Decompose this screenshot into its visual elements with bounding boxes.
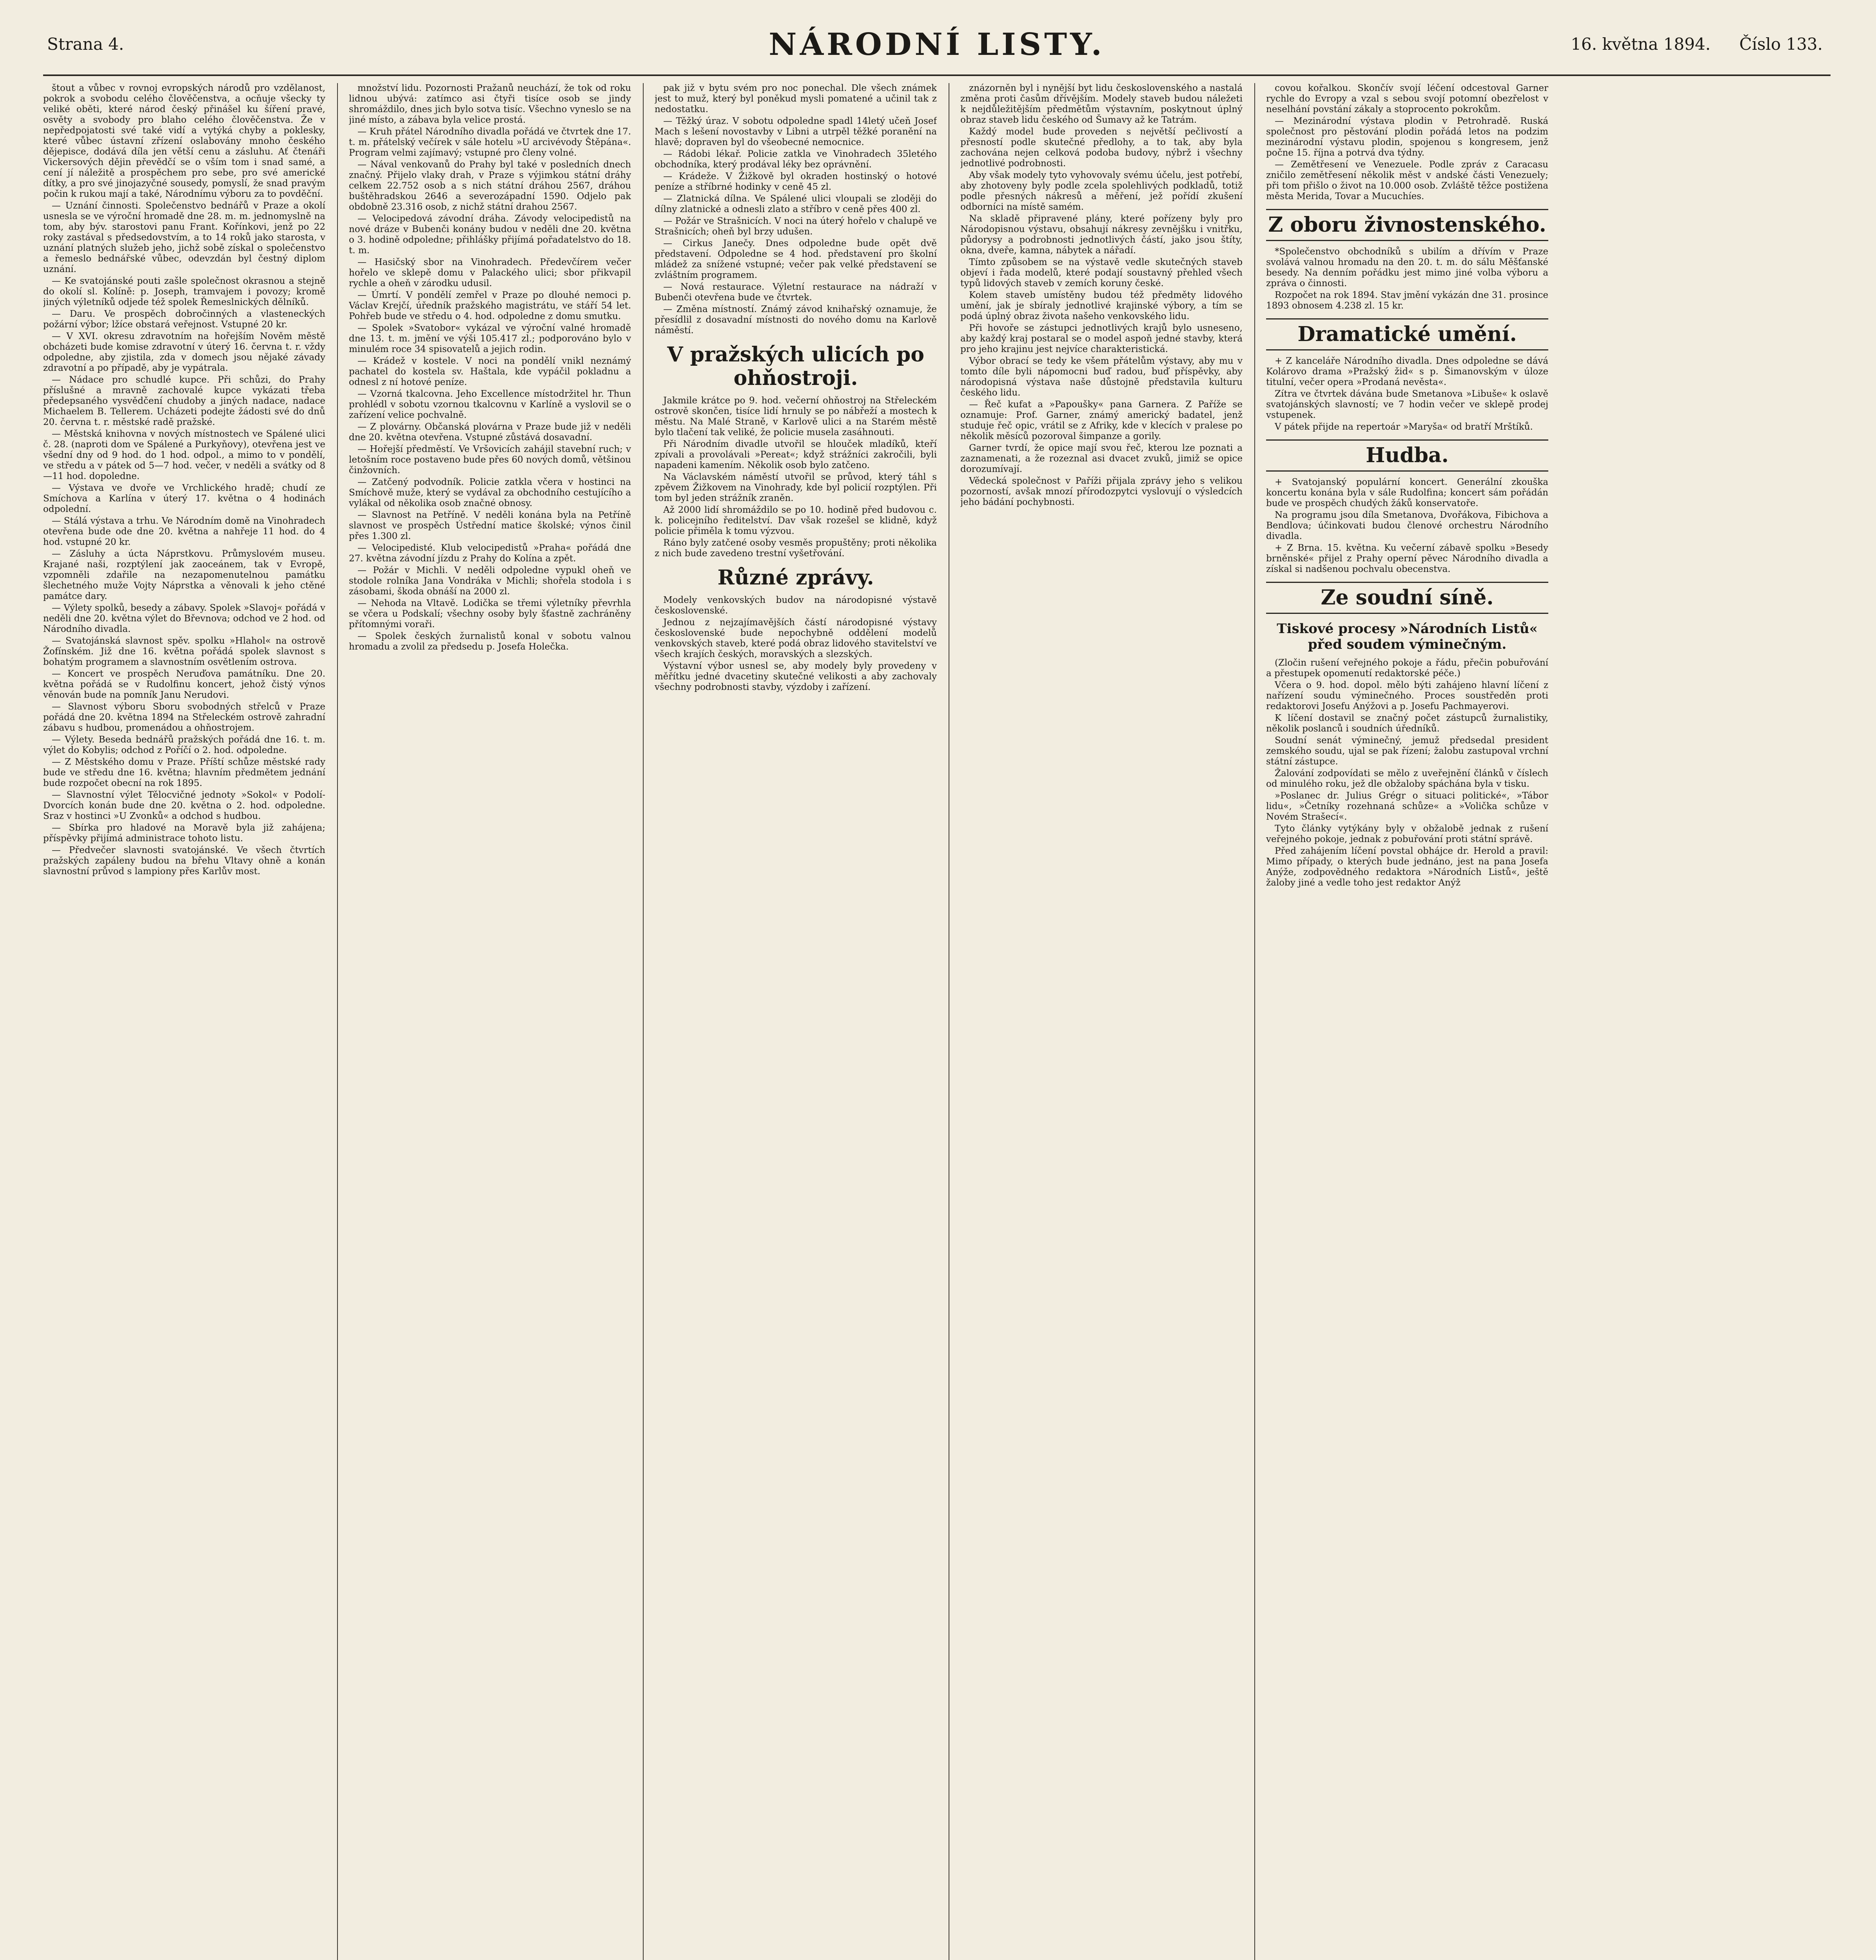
paragraph: — Koncert ve prospěch Neruďova památníku. Dne 20. května pořádá se v Rudolfinu koncert, jehož čistý výnos věnován bude na pomník Janu Nerudovi. <box>43 669 325 700</box>
column-divider <box>337 83 338 1960</box>
paragraph: Tyto články vytýkány byly v obžalobě jednak z rušení veřejného pokoje, jednak z pobuřování proti státní správě. <box>1266 824 1548 844</box>
paragraph: — Daru. Ve prospěch dobročinných a vlasteneckých požární výbor; lžíce obstará veřejnost. Vstupné 20 kr. <box>43 309 325 330</box>
paragraph: + Z kanceláře Národního divadla. Dnes odpoledne se dává Kolárovo drama »Pražský žid« s p. Šimanovským v úloze titulní, večer opera »Prodaná nevěsta«. <box>1266 356 1548 387</box>
paragraph: — Uznání činnosti. Společenstvo bednářů v Praze a okolí usnesla se ve výroční hromadě dne 28. m. m. jednomyslně na tom, aby býv. starostovi panu Frant. Kořínkovi, jenž po 22 roky zastával s předsedovstvím, a to 14 roků jako starosta, v uznání platných služeb jeho, jichž sobě získal o společenstvo a řemeslo bednářské vůbec, odevzdán byl čestný diplom uznání. <box>43 201 325 274</box>
paragraph: — Těžký úraz. V sobotu odpoledne spadl 14letý učeň Josef Mach s lešení novostavby v Libni a utrpěl těžké poranění na hlavě; dopraven byl do všeobecné nemocnice. <box>655 116 937 147</box>
paragraph: — Mezinárodní výstava plodin v Petrohradě. Ruská společnost pro pěstování plodin pořádá letos na podzim mezinárodní výstavu plodin, spojenou s kongresem, jenž počne 15. října a potrvá dva týdny. <box>1266 116 1548 158</box>
col5-section2-body <box>1266 356 1548 432</box>
column-divider <box>643 83 644 1960</box>
paragraph: — Nehoda na Vltavě. Lodička se třemi výletníky převrhla se včera u Podskalí; všechny osoby byly šťastně zachráněny přítomnými voraři. <box>349 598 631 630</box>
col4-body <box>960 83 1243 398</box>
paragraph: — Kruh přátel Národního divadla pořádá ve čtvrtek dne 17. t. m. přátelský večírek v sále hotelu »U arcivévody Štěpána«. Program velmi zajímavý; vstupné pro členy volné. <box>349 127 631 158</box>
paragraph: Modely venkovských budov na národopisné výstavě československé. <box>655 595 937 616</box>
paragraph: — Změna místností. Známý závod knihařský oznamuje, že přesídlil z dosavadní místnosti do nového domu na Karlově náměstí. <box>655 304 937 336</box>
issue-info <box>1547 34 1823 54</box>
paragraph: K líčení dostavil se značný počet zástupců žurnalistiky, několik poslanců i soudních úředníků. <box>1266 713 1548 734</box>
paragraph: Žalování zodpovídati se mělo z uveřejnění článků v číslech od minulého roku, jež dle obžaloby spáchána byla v tisku. <box>1266 768 1548 789</box>
paragraph: — Ke svatojánské pouti zašle společnost okrasnou a stejně do okolí sl. Kolíně: p. Joseph, tramvajem i povozy; kromě jiných výletníků odjede též spolek Řemeslnických dělníků. <box>43 276 325 307</box>
paragraph: Výbor obrací se tedy ke všem přátelům výstavy, aby mu v tomto díle byli nápomocni buď radou, buď příspěvky, aby národopisná výstava naše důstojně představila kulturu českého lidu. <box>960 356 1243 398</box>
paragraph: — Městská knihovna v nových místnostech ve Spálené ulici č. 28. (naproti dom ve Spálené a Purkyňovy), otevřena jest ve všední dny od 9 hod. do 1 hod. odpol., a mimo to v pondělí, ve středu a v pátek od 5—7 hod. večer, v neděli a svátky od 8—11 hod. dopoledne. <box>43 429 325 481</box>
column-3 <box>655 83 937 1960</box>
paragraph: (Zločin rušení veřejného pokoje a řádu, přečin pobuřování a přestupek opomenutí redaktorské péče.) <box>1266 658 1548 679</box>
newspaper-page <box>43 16 1831 1960</box>
article-columns <box>43 83 1831 1960</box>
section-heading-music: Hudba. <box>1266 439 1548 472</box>
paragraph: + Svatojanský populární koncert. Generální zkouška koncertu konána byla v sále Rudolfina; koncert sám pořádán bude ve prospěch chudých žáků konservatoře. <box>1266 477 1548 508</box>
section-heading-fireworks: V pražských ulicích po ohňostroji. <box>667 343 924 390</box>
column-2 <box>349 83 631 1960</box>
issue-date: 16. května 1894. <box>1571 34 1711 54</box>
col2-body <box>349 83 631 652</box>
paragraph: — Požár ve Strašnicích. V noci na úterý hořelo v chalupě ve Strašnicích; oheň byl brzy udušen. <box>655 216 937 237</box>
paragraph: — V XVI. okresu zdravotním na hořejším Nověm městě obcházeti bude komise zdravotní v úterý 16. června t. r. vždy odpoledne, aby zjistila, zda v domech jsou nějaké závady zdravotní a po případě, aby je vypátrala. <box>43 331 325 373</box>
col3-section-body <box>655 396 937 559</box>
paragraph: — Krádež v kostele. V noci na pondělí vnikl neznámý pachatel do kostela sv. Haštala, kde vypáčil pokladnu a odnesl z ní hotové peníze. <box>349 356 631 387</box>
paragraph: — Spolek »Svatobor« vykázal ve výroční valné hromadě dne 13. t. m. jmění ve výši 105.417 zl.; podporováno bylo v minulém roce 34 spisovatelů a jejich rodin. <box>349 323 631 354</box>
paragraph: — Z plovárny. Občanská plovárna v Praze bude již v neděli dne 20. května otevřena. Vstupné zůstává dosavadní. <box>349 422 631 443</box>
col3-body <box>655 83 937 336</box>
column-1 <box>43 83 325 1960</box>
paragraph: Soudní senát výminečný, jemuž předsedal president zemského soudu, ujal se pak řízení; žalobu zastupoval vrchní státní zástupce. <box>1266 735 1548 767</box>
paragraph: — Nával venkovanů do Prahy byl také v posledních dnech značný. Přijelo vlaky drah, v Praze s výjimkou státní dráhy celkem 22.752 osob a s nich státní dráhou 2567, dráhou buštěhradskou 2646 a severozápadní 1590. Odjelo pak obdobně 23.316 osob, z nichž státní drahou 2567. <box>349 160 631 212</box>
paragraph: V pátek přijde na repertoár »Maryša« od bratří Mrštíků. <box>1275 422 1533 432</box>
page-header <box>43 16 1831 76</box>
paragraph: Před zahájením líčení povstal obhájce dr. Herold a pravil: Mimo případy, o kterých bude jednáno, jest na pana Josefa Anýže, zodpovědného redaktora »Národních Listů«, ještě žaloby jiné a vedle toho jest redaktor Anýž <box>1266 846 1548 888</box>
col5-section4-body <box>1266 658 1548 888</box>
paragraph: — Velocipedisté. Klub velocipedistů »Praha« pořádá dne 27. května závodní jízdu z Prahy do Kolína a zpět. <box>349 543 631 564</box>
col5-section1-body <box>1266 247 1548 311</box>
column-divider <box>1254 83 1255 1960</box>
paragraph: Výstavní výbor usnesl se, aby modely byly provedeny v měřítku jedné dvacetiny skutečné velikosti a aby zachovaly všechny podrobnosti stavby, výzdoby i zařízení. <box>655 661 937 692</box>
issue-number: Číslo 133. <box>1739 34 1823 54</box>
paragraph: — Výlety spolků, besedy a zábavy. Spolek »Slavoj« pořádá v neděli dne 20. května výlet do Břevnova; odchod ve 2 hod. od Národního divadla. <box>43 603 325 634</box>
paragraph: Aby však modely tyto vyhovovaly svému účelu, jest potřebí, aby zhotoveny byly podle zcela spolehlivých podkladů, totiž podle přesných nákresů a měření, jež pořídí zkušení odborníci na místě samém. <box>960 170 1243 212</box>
paragraph: — Sbírka pro hladové na Moravě byla již zahájena; příspěvky přijímá administrace tohoto listu. <box>43 823 325 844</box>
col5-section3-body <box>1266 477 1548 575</box>
paragraph: *Společenstvo obchodníků s ubilím a dřívím v Praze svolává valnou hromadu na den 20. t. m. do sálu Měšťanské besedy. Na denním pořádku jest mimo jiné volba výboru a zpráva o činnosti. <box>1266 247 1548 289</box>
paragraph: — Stálá výstava a trhu. Ve Národním domě na Vinohradech otevřena bude ode dne 20. května a nahřeje 11 hod. do 4 hod. vstupné 20 kr. <box>43 516 325 547</box>
paragraph: — Hořejší předměstí. Ve Vršovicích zahájil stavební ruch; v letošním roce postaveno bude přes 60 nových domů, většinou činžovních. <box>349 444 631 475</box>
paragraph: »Poslanec dr. Julius Grégr o situaci politické«, »Tábor lidu«, »Četníky rozehnaná schůze« a »Volička schůze v Novém Strašecí«. <box>1266 791 1548 822</box>
col1-body <box>43 83 325 877</box>
column-4 <box>960 83 1243 1960</box>
paragraph: — Výlety. Beseda bednářů pražských pořádá dne 16. t. m. výlet do Kobylis; odchod z Poříčí o 2. hod. odpoledne. <box>43 735 325 755</box>
paragraph: — Zemětřesení ve Venezuele. Podle zpráv z Caracasu zničilo zemětřesení několik měst v andské části Venezuely; při tom přišlo o život na 10.000 osob. Zvláště těžce postižena města Merida, Tovar a Mucuchíes. <box>1266 160 1548 201</box>
paragraph: — Spolek českých žurnalistů konal v sobotu valnou hromadu a zvolil za předsedu p. Josefa Holečka. <box>349 631 631 652</box>
col5-top-body <box>1266 83 1548 202</box>
paragraph: — Zatčený podvodník. Policie zatkla včera v hostinci na Smíchově muže, který se vydával za obchodního cestujícího a vylákal od několika osob značné obnosy. <box>349 477 631 508</box>
paragraph: — Slavnost výboru Sboru svobodných střelců v Praze pořádá dne 20. května 1894 na Střeleckém ostrově zahradní zábavu s hudbou, promenádou a ohňostrojem. <box>43 702 325 733</box>
paragraph: — Řeč kufat a »Papoušky« pana Garnera. Z Paříže se oznamuje: Prof. Garner, známý americký badatel, jenž studuje řeč opic, vrátil se z Afriky, kde v klecích v pralese po několik měsíců pozoroval šimpanze a gorily. <box>960 399 1243 441</box>
paragraph: — Svatojánská slavnost spěv. spolku »Hlahol« na ostrově Žofínském. Již dne 16. května pořádá spolek slavnost s bohatým programem a slavnostním osvětlením ostrova. <box>43 636 325 667</box>
paragraph: Na skladě připravené plány, které pořízeny byly pro Národopisnou výstavu, obsahují nákresy zevnějšku i vnitřku, půdorysy a podrobnosti jednotlivých částí, jako jsou štíty, okna, dveře, kamna, nábytek a nářadí. <box>960 214 1243 256</box>
paragraph: covou kořalkou. Skončív svojí léčení odcestoval Garner rychle do Evropy a vzal s sebou svojí potomní obezřelost v neselhání povstání zákaly a stoprocento pokrokům. <box>1266 83 1548 114</box>
paragraph: — Požár v Michli. V neděli odpoledne vypukl oheň ve stodole rolníka Jana Vondráka v Michli; shořela stodola i s zásobami, škoda obnáší na 2000 zl. <box>349 565 631 597</box>
paragraph: Rozpočet na rok 1894. Stav jmění vykázán dne 31. prosince 1893 obnosem 4.238 zl. 15 kr. <box>1266 290 1548 311</box>
paragraph: Každý model bude proveden s největší pečlivostí a přesností podle skutečné předlohy, a to tak, aby byla zachována nejen celková podoba budovy, nýbrž i všechny jednotlivé podrobnosti. <box>960 127 1243 169</box>
paragraph: + Z Brna. 15. května. Ku večerní zábavě spolku »Besedy brněnské« přijel z Prahy operní pěvec Národního divadla a získal si nadšenou pochvalu obecenstva. <box>1266 543 1548 574</box>
paragraph: Ráno byly zatčené osoby vesměs propuštěny; proti několika z nich bude zavedeno trestní vyšetřování. <box>655 538 937 559</box>
column-5 <box>1266 83 1548 1960</box>
masthead-title: NÁRODNÍ LISTY. <box>769 27 1105 62</box>
paragraph: — Cirkus Janečy. Dnes odpoledne bude opět dvě představení. Odpoledne se 4 hod. představení pro školní mládež za snížené vstupné; večer pak velké představení se zvláštním programem. <box>655 238 937 280</box>
section-heading-drama: Dramatické umění. <box>1266 318 1548 350</box>
paragraph: Zítra ve čtvrtek dávána bude Smetanova »Libuše« k oslavě svatojánských slavností; ve 7 hodin večer ve sklepě prodej vstupenek. <box>1266 389 1548 420</box>
paragraph: — Nová restaurace. Výletní restaurace na nádraží v Bubenči otevřena bude ve čtvrtek. <box>655 282 937 303</box>
paragraph: Při hovoře se zástupci jednotlivých krajů bylo usneseno, aby každý kraj postaral se o model aspoň jedné stavby, která pro jeho krajinu jest nejvíce charakteristická. <box>960 323 1243 354</box>
paragraph: Tímto způsobem se na výstavě vedle skutečných staveb objeví i řada modelů, které podají soustavný přehled všech typů lidových staveb v zemích koruny české. <box>960 257 1243 289</box>
paragraph: — Hasičský sbor na Vinohradech. Předevčírem večer hořelo ve sklepě domu v Palackého ulici; sbor přikvapil rychle a oheň v zárodku udusil. <box>349 257 631 289</box>
paragraph: — Výstava ve dvoře ve Vrchlického hradě; chudí ze Smíchova a Karlína v úterý 17. května o 4 hodinách odpolední. <box>43 483 325 514</box>
page-number: Strana 4. <box>47 34 124 54</box>
paragraph: Garner tvrdí, že opice mají svou řeč, kterou lze poznati a zaznamenati, a že rozeznal asi dvacet zvuků, jimiž se opice dorozumívají. <box>960 443 1243 474</box>
paragraph: množství lidu. Pozornosti Pražanů neuchází, že tok od roku lidnou ubývá: zatímco asi čtyři tisíce osob se jindy shromáždilo, dnes jich bylo sotva tisíc. Všechno vyneslo se na jiné místo, a zábava byla velice prostá. <box>349 83 631 125</box>
paragraph: pak již v bytu svém pro noc ponechal. Dle všech známek jest to muž, který byl poněkud mysli pomatené a učinil tak z nedostatku. <box>655 83 937 114</box>
section-heading-court: Ze soudní síně. <box>1266 582 1548 614</box>
paragraph: — Rádobi lékař. Policie zatkla ve Vinohradech 35letého obchodníka, který prodával léky bez oprávnění. <box>655 149 937 170</box>
paragraph: — Předvečer slavnosti svatojánské. Ve všech čtvrtích pražských zapáleny budou na břehu Vltavy ohně a konán slavnostní průvod s lampiony přes Karlův most. <box>43 845 325 877</box>
paragraph: — Vzorná tkalcovna. Jeho Excellence místodržitel hr. Thun prohlédl v sobotu vzornou tkalcovnu v Karlíně a vyslovil se o zařízení velice pochvalně. <box>349 389 631 420</box>
paragraph: znázorněn byl i nynější byt lidu československého a nastalá změna proti časům dřívějším. Modely staveb budou náležeti k nejdůležitějším předmětům výstavním, poskytnout úplný obraz staveb lidu českého od Šumavy až ke Tatrám. <box>960 83 1243 125</box>
paragraph: — Zásluhy a úcta Náprstkovu. Průmyslovém museu. Krajané naši, rozptýlení jak zaoceánem, tak v Evropě, vzpomněli zdařile na nezapomenutelnou památku šlechetného muže Vojty Náprstka a věnovali k jeho ctěné památce dary. <box>43 549 325 601</box>
section-heading-misc: Různé zprávy. <box>717 566 874 590</box>
paragraph: štout a vůbec v rovnoj evropských národů pro vzdělanost, pokrok a svobodu celého člověčenstva, a ocňuje všecky ty veliké oběti, které národ český přinášel ku šíření pravé, osvěty a svobody pro blaho celého člověčenstva. Že v nepředpojatosti své také vidí a vytýká chyby a poklesky, které vůbec ústavní zřízení oslabovány mnoho českého dějepisce, dodává díla jen větší cenu a zásluhu. Ať čtenáři Vickersových dějin převědčí se o vším tom i snad samé, a cení jí náležitě a prospěchem pro sebe, pro své americké dítky, a pro své jinojazyčné sousedy, pomyslí, že snad pravým počin k rukou mají a také, Národnímu výboru za to povděční. <box>43 83 325 199</box>
paragraph: Až 2000 lidí shromáždilo se po 10. hodině před budovou c. k. policejního ředitelství. Dav však rozešel se klidně, když policie přiměla k tomu výzvou. <box>655 505 937 536</box>
col4-section-body <box>960 399 1243 508</box>
paragraph: — Nádace pro schudlé kupce. Při schůzi, do Prahy příslušné a mravně zachovalé kupce vykázati třeba předepsaného vysvědčení chudoby a jiných nadace, nadace Michaelem B. Tellerem. Ucházeti podejte žádosti své do dnů 20. června t. r. městské radě pražské. <box>43 375 325 427</box>
paragraph: Na Václavském náměstí utvořil se průvod, který táhl s zpěvem Žižkovem na Vinohrady, kde byl policií rozptýlen. Při tom byl jeden strážník zraněn. <box>655 472 937 503</box>
paragraph: Vědecká společnost v Paříži přijala zprávy jeho s velikou pozorností, avšak mnozí přírodozpytci vyslovují o výsledcích jeho bádání pochybnosti. <box>960 476 1243 507</box>
col3-section2-body <box>655 595 937 693</box>
paragraph: Při Národním divadle utvořil se hlouček mladíků, kteří zpívali a provolávali »Pereat«; když strážníci zakročili, byli napadeni kamením. Několik osob bylo zatčeno. <box>655 439 937 470</box>
section-heading-trade: Z oboru živnostenského. <box>1266 209 1548 241</box>
paragraph: — Z Městského domu v Praze. Příští schůze městské rady bude ve středu dne 16. května; hlavním předmětem jednání bude rozpočet obecní na rok 1895. <box>43 757 325 788</box>
court-subheading: Tiskové procesy »Národních Listů« před soudem výminečným. <box>1277 621 1538 652</box>
paragraph: — Úmrtí. V pondělí zemřel v Praze po dlouhé nemoci p. Václav Krejčí, úředník pražského magistrátu, ve stáří 54 let. Pohřeb bude ve středu o 4. hod. odpoledne z domu smutku. <box>349 290 631 321</box>
paragraph: — Velocipedová závodní dráha. Závody velocipedistů na nové dráze v Bubenči konány budou v neděli dne 20. května o 3. hodině odpoledne; přihlášky přijímá pořadatelstvo do 18. t. m. <box>349 214 631 256</box>
paragraph: Včera o 9. hod. dopol. mělo býti zahájeno hlavní líčení z nařízení soudu výminečného. Proces soustředěn proti redaktorovi Josefu Anýžovi a p. Josefu Pachmayerovi. <box>1266 680 1548 711</box>
paragraph: Jakmile krátce po 9. hod. večerní ohňostroj na Střeleckém ostrově skončen, tisíce lidí hrnuly se po nábřeží a mostech k městu. Na Malé Straně, v Karlově ulici a na Starém městě bylo tlačení tak veliké, že policie musela zasáhnouti. <box>655 396 937 437</box>
paragraph: — Slavnost na Petříně. V neděli konána byla na Petříně slavnost ve prospěch Ústřední matice školské; výnos činil přes 1.300 zl. <box>349 510 631 541</box>
paragraph: Jednou z nejzajímavějších částí národopisné výstavy československé bude nepochybně oddělení modelů venkovských staveb, které podá obraz lidového stavitelství ve všech krajích českých, moravských a slezských. <box>655 617 937 659</box>
paragraph: — Krádeže. V Žižkově byl okraden hostinský o hotové peníze a stříbrné hodinky v ceně 45 zl. <box>655 171 937 192</box>
paragraph: — Zlatnická dílna. Ve Spálené ulici vloupali se zloději do dílny zlatnické a odnesli zlato a stříbro v ceně přes 400 zl. <box>655 194 937 214</box>
paragraph: — Slavnostní výlet Tělocvičné jednoty »Sokol« v Podolí-Dvorcích konán bude dne 20. května o 2. hod. odpoledne. Sraz v hostinci »U Zvonků« a odchod s hudbou. <box>43 790 325 821</box>
paragraph: Kolem staveb umístěny budou též předměty lidového umění, jak je sbíraly jednotlivé krajinské výbory, a tím se podá úplný obraz života našeho venkovského lidu. <box>960 290 1243 321</box>
paragraph: Na programu jsou díla Smetanova, Dvořákova, Fibichova a Bendlova; účinkovati budou členové orchestru Národního divadla. <box>1266 510 1548 541</box>
